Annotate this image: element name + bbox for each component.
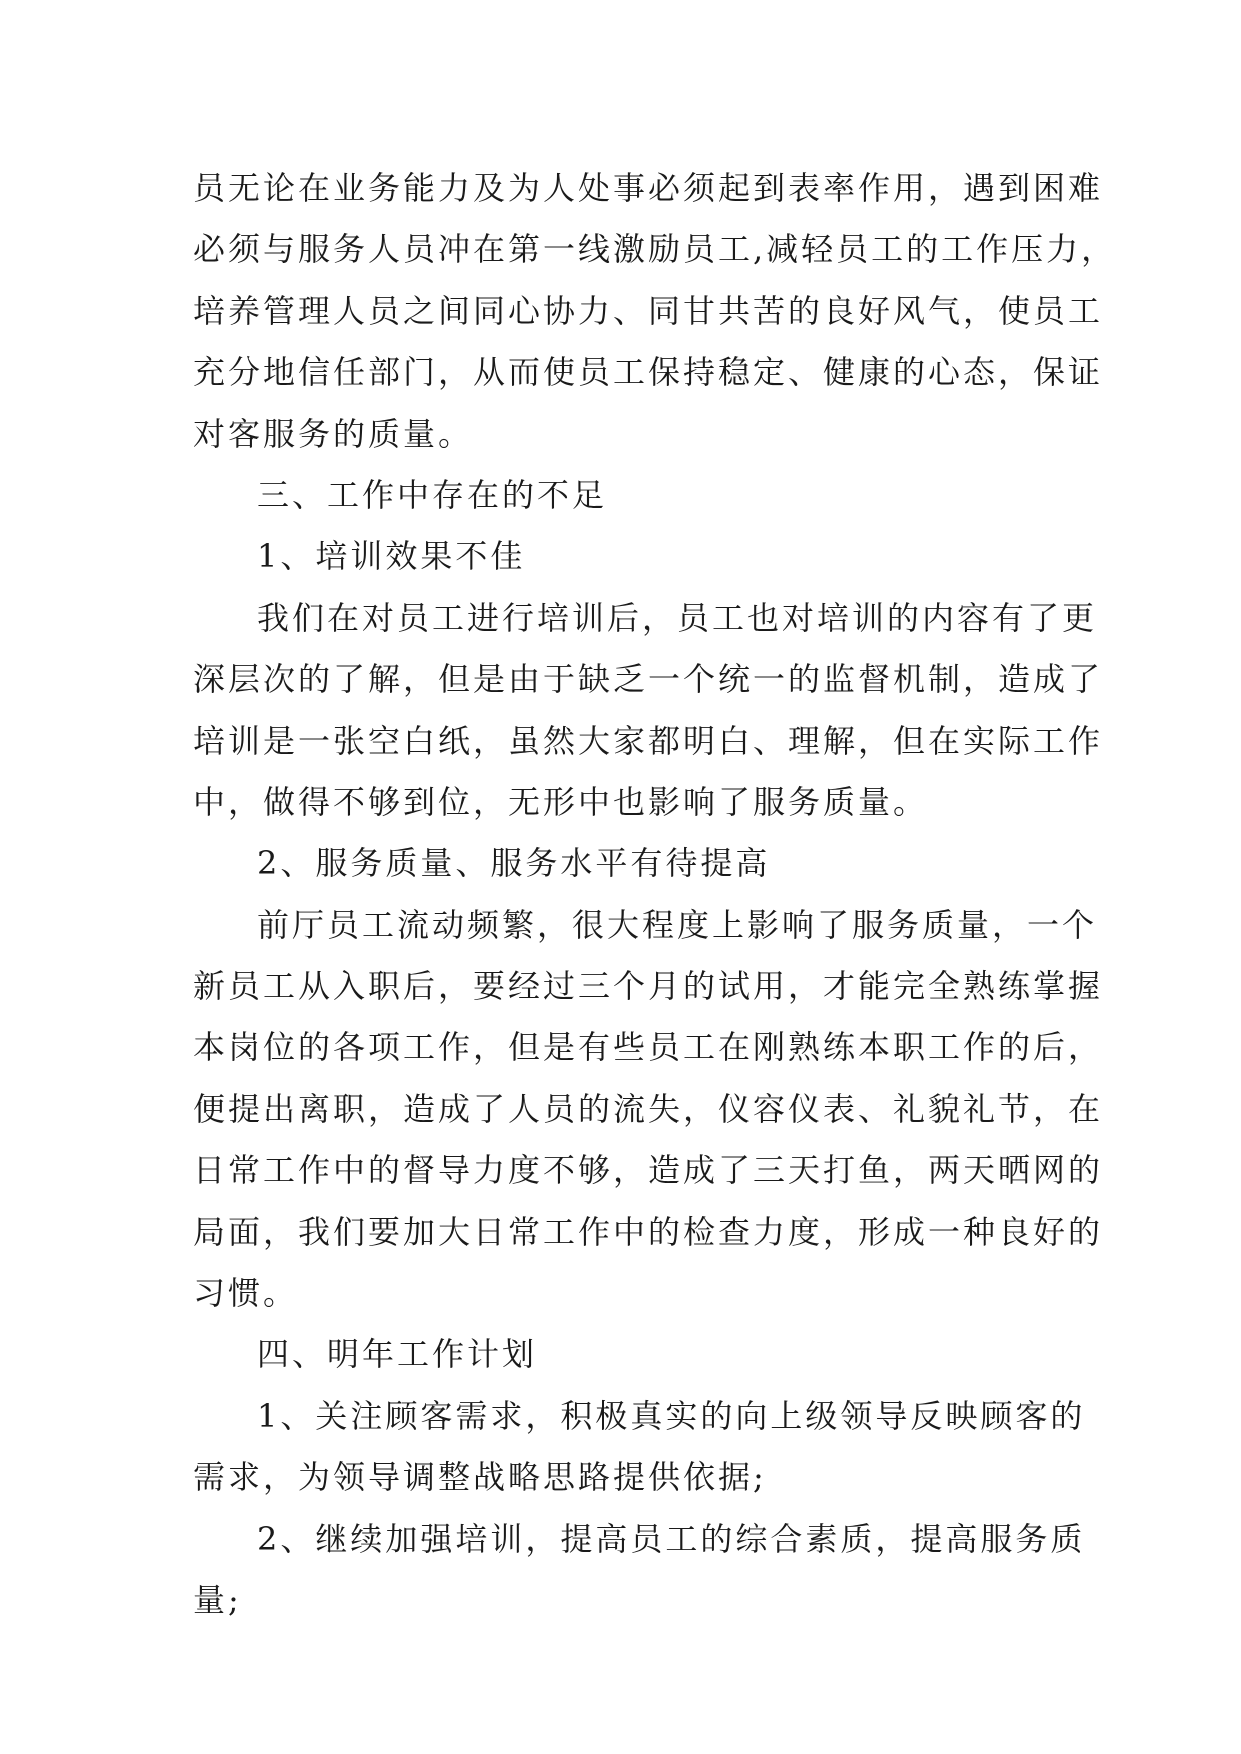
text-line: 需求，为领导调整战略思路提供依据; (193, 1458, 767, 1497)
text-line: 局面，我们要加大日常工作中的检查力度，形成一种良好的 (193, 1212, 1104, 1251)
subsection-heading: 2、服务质量、服务水平有待提高 (257, 844, 771, 883)
text-line: 新员工从入职后，要经过三个月的试用，才能完全熟练掌握 (193, 967, 1104, 1006)
list-item: 2、继续加强培训，提高员工的综合素质，提高服务质 (257, 1519, 1086, 1558)
document-body (193, 158, 1117, 1631)
text-line: 员无论在业务能力及为人处事必须起到表率作用，遇到困难 (193, 169, 1104, 207)
text-line: 培养管理人员之间同心协力、同甘共苦的良好风气，使员工 (193, 291, 1104, 330)
section-heading: 三、工作中存在的不足 (257, 475, 608, 514)
text-line: 深层次的了解，但是由于缺乏一个统一的监督机制，造成了 (193, 660, 1104, 699)
text-line: 对客服务的质量。 (193, 414, 474, 453)
section-heading: 四、明年工作计划 (257, 1335, 538, 1374)
text-line: 日常工作中的督导力度不够，造成了三天打鱼，两天晒网的 (193, 1151, 1104, 1190)
text-line: 我们在对员工进行培训后，员工也对培训的内容有了更 (257, 598, 1098, 637)
text-line: 习惯。 (193, 1274, 299, 1313)
list-item: 1、关注顾客需求，积极真实的向上级领导反映顾客的 (257, 1396, 1086, 1435)
text-line: 中，做得不够到位，无形中也影响了服务质量。 (193, 782, 929, 821)
subsection-heading: 1、培训效果不佳 (257, 537, 526, 576)
text-line: 必须与服务人员冲在第一线激励员工,减轻员工的工作压力， (193, 230, 1117, 269)
text-line: 本岗位的各项工作，但是有些员工在刚熟练本职工作的后， (193, 1028, 1104, 1067)
text-line: 培训是一张空白纸，虽然大家都明白、理解，但在实际工作 (193, 721, 1104, 760)
text-line: 量; (193, 1580, 242, 1619)
text-line: 前厅员工流动频繁，很大程度上影响了服务质量，一个 (257, 905, 1098, 944)
text-line: 充分地信任部门，从而使员工保持稳定、健康的心态，保证 (193, 353, 1104, 392)
text-line: 便提出离职，造成了人员的流失，仪容仪表、礼貌礼节，在 (193, 1089, 1104, 1128)
